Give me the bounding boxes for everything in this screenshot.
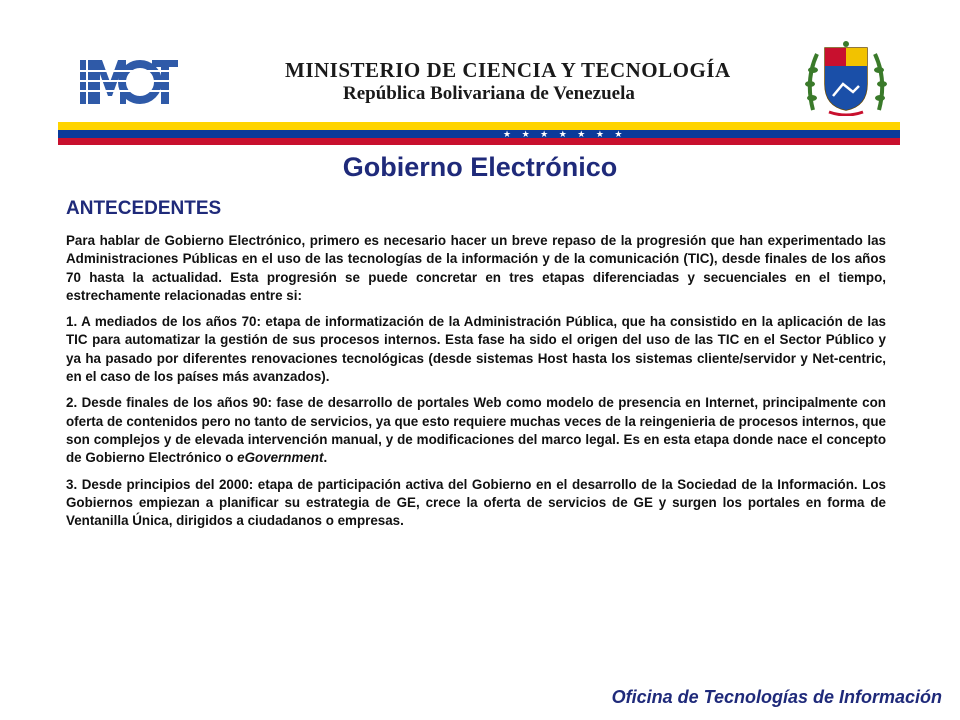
body-text xyxy=(66,232,886,538)
ministry-line-2: República Bolivariana de Venezuela xyxy=(343,83,635,104)
paragraph-3: 3. Desde principios del 2000: etapa de participación activa del Gobierno en el desarrollo de la Sociedad de la Información. Los Gobiernos empiezan a planificar su estrategia de GE, crece la oferta de servicios de GE y surgen los portales en forma de Ventanilla Única, dirigidos a ciudadanos o empresas. xyxy=(66,476,886,529)
coat-of-arms-icon xyxy=(803,40,889,116)
ministry-line-1: MINISTERIO DE CIENCIA Y TECNOLOGÍA xyxy=(285,58,731,82)
paragraph-1: 1. A mediados de los años 70: etapa de informatización de la Administración Pública, que ha consistido en la aplicación de las TIC para automatizar la gestión de sus procesos internos. Esta fase ha sido el origen del uso de las TIC en el Sector Público y ya ha pasado por diferentes renovaciones tecnológicas (desde sistemas Host hasta los sistemas cliente/servidor y Net-centric, en el caso de los países más avanzados). xyxy=(66,314,886,385)
section-heading: ANTECEDENTES xyxy=(66,198,222,219)
paragraph-2 xyxy=(66,394,886,467)
paragraph-2-text: 2. Desde finales de los años 90: fase de desarrollo de portales Web como modelo de presencia en Internet, principalmente con oferta de contenidos pero no tanto de servicios, ya que esto requiere muchas veces de la reingenieria de procesos internos, que son complejos y de elevada intervención manual, y de modificaciones del marco legal. Es en esta etapa donde nace el concepto de Gobierno Electrónico o xyxy=(66,395,886,466)
paragraph-2-italic: eGovernment xyxy=(237,450,324,466)
ministry-name xyxy=(285,58,755,106)
header xyxy=(0,0,960,150)
paragraph-2-end: . xyxy=(323,450,328,466)
paragraph-intro: Para hablar de Gobierno Electrónico, primero es necesario hacer un breve repaso de la progresión que han experimentado las Administraciones Públicas en el uso de las tecnologías de la información y de la comunicación (TIC), desde finales de los años 70 hasta la actualidad. Esta progresión se puede concretar en tres etapas diferenciadas y secuenciales en el tiempo, estrechamente relacionadas entre si: xyxy=(66,233,886,303)
flag-stars: ★ ★ ★ ★ ★ ★ ★ xyxy=(503,129,627,139)
page-title: Gobierno Electrónico xyxy=(342,152,618,182)
venezuelan-flag-band xyxy=(58,122,900,144)
footer-office-name: Oficina de Tecnologías de Información xyxy=(611,687,942,707)
mct-logo xyxy=(80,58,178,106)
